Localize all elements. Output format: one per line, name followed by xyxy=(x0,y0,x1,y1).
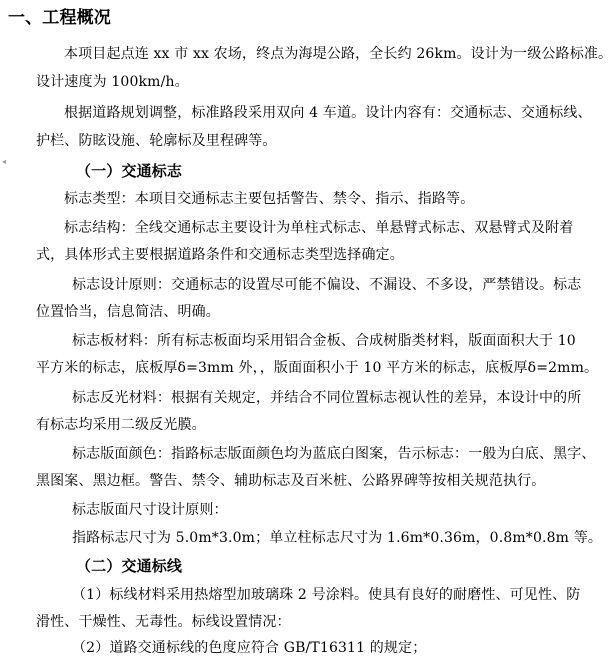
paragraph-line: 有标志均采用二级反光膜。 xyxy=(36,417,206,433)
paragraph-line: 滑性、干燥性、无毒性。标线设置情况： xyxy=(36,614,291,630)
paragraph-line: 指路标志尺寸为 5.0m*3.0m；单立柱标志尺寸为 1.6m*0.36m，0.8m*0.8m 等。 xyxy=(72,530,602,546)
paragraph-line: 护栏、防眩设施、轮廓标及里程碑等。 xyxy=(36,133,277,149)
paragraph-line: 式，具体形式主要根据道路条件和交通标志类型选择确定。 xyxy=(36,247,404,263)
paragraph-line: （1）标线材料采用热熔型加玻璃珠 2 号涂料。使具有良好的耐磨性、可见性、防 xyxy=(72,587,581,603)
paragraph-line: 标志设计原则：交通标志的设置尽可能不偏设、不漏设、不多设，严禁错设。标志 xyxy=(72,277,582,293)
paragraph-line: 本项目起点连 xx 市 xx 农场，终点为海堤公路，全长约 26km。设计为一级公路标准。 xyxy=(64,46,613,62)
paragraph-line: 标志反光材料：根据有关规定，并结合不同位置标志视认性的差异，本设计中的所 xyxy=(72,390,582,406)
paragraph-line: 标志板材料：所有标志板面均采用铝合金板、合成树脂类材料，版面面积大于 10 xyxy=(72,333,576,349)
paragraph-line: （2）道路交通标线的色度应符合 GB/T16311 的规定； xyxy=(72,640,427,656)
paragraph-line: 标志版面颜色：指路标志版面颜色均为蓝底白图案，告示标志：一般为白底、黑字、 xyxy=(72,446,596,462)
paragraph-line: 标志版面尺寸设计原则： xyxy=(72,502,228,518)
paragraph-line: 黑图案、黑边框。警告、禁令、辅助标志及百米桩、公路界碑等按相关规范执行。 xyxy=(36,473,546,489)
subsection-heading: （二）交通标线 xyxy=(76,557,183,575)
paragraph-line: 标志类型：本项目交通标志主要包括警告、禁令、指示、指路等。 xyxy=(64,191,475,207)
paragraph-line: 设计速度为 100km/h。 xyxy=(36,74,189,90)
paragraph-line: 根据道路规划调整，标准路段采用双向 4 车道。设计内容有：交通标志、交通标线、 xyxy=(64,105,592,121)
paragraph-line: 标志结构：全线交通标志主要设计为单柱式标志、单悬臂式标志、双悬臂式及附着 xyxy=(64,220,574,236)
subsection-heading: （一）交通标志 xyxy=(76,162,183,180)
paragraph-line: 平方米的标志，底板厚δ=3mm 外，，版面面积小于 10 平方米的标志，底板厚δ=2mm。 xyxy=(36,360,599,376)
section-heading: 一、工程概况 xyxy=(8,8,111,28)
margin-marker-icon: ◂ xyxy=(2,157,7,166)
paragraph-line: 位置恰当，信息简洁、明确。 xyxy=(36,304,220,320)
